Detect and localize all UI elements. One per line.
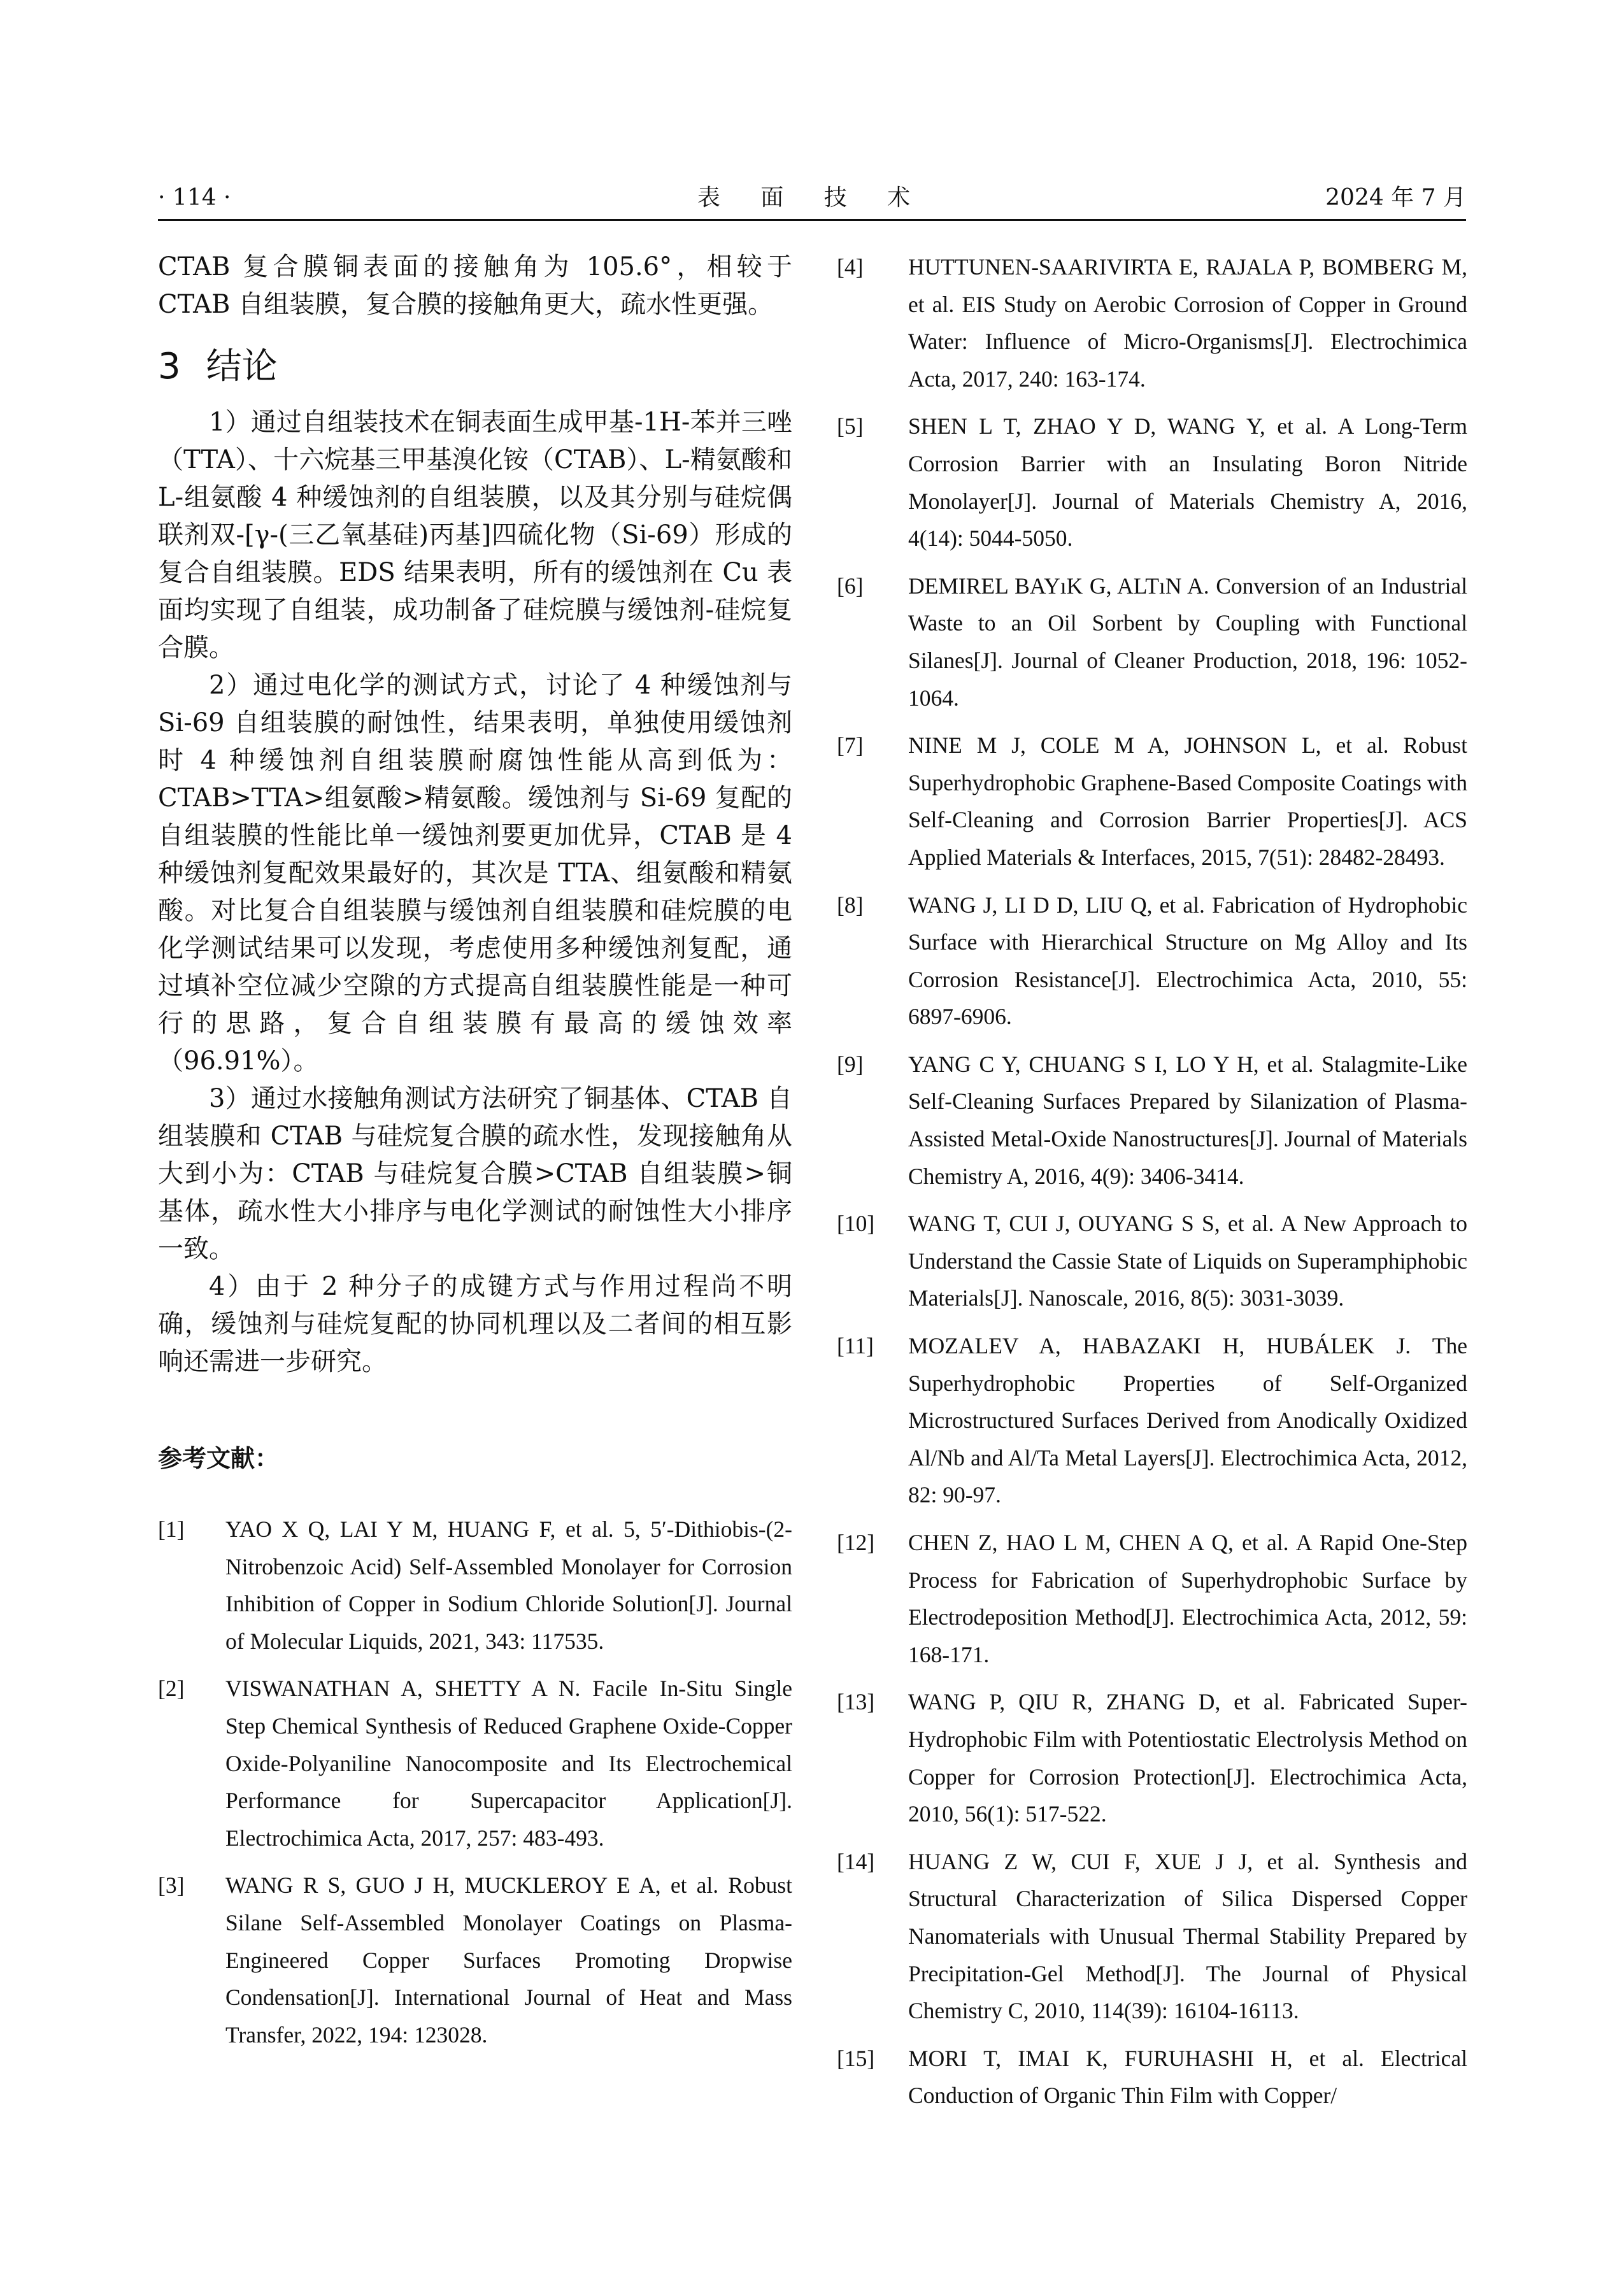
conclusion-paragraph-3: 3）通过水接触角测试方法研究了铜基体、CTAB 自组装膜和 CTAB 与硅烷复合膜的疏水性，发现接触角从大到小为：CTAB 与硅烷复合膜>CTAB 自组装膜>铜基体，疏水性大小排序与电化学测试的耐蚀性大小排序一致。 — [158, 1084, 792, 1264]
reference-number: [1] — [158, 1516, 185, 1542]
reference-number: [4] — [837, 254, 864, 280]
intro-paragraph: CTAB 复合膜铜表面的接触角为 105.6°，相较于 CTAB 自组装膜，复合膜的接触角更大，疏水性更强。 — [158, 252, 792, 319]
reference-number: [11] — [837, 1333, 874, 1359]
reference-text: YAO X Q, LAI Y M, HUANG F, et al. 5, 5′-Dithiobis-(2-Nitrobenzoic Acid) Self-Assembled Monolayer for Corrosion Inhibition of Copper in Sodium Chloride Solution[J]. Journal of Molecular Liquids, 2021, 343: 117535. — [225, 1516, 792, 1654]
section-number: 3 — [158, 346, 181, 387]
reference-text: MOZALEV A, HABAZAKI H, HUBÁLEK J. The Superhydrophobic Properties of Self-Organized Microstructured Surfaces Derived from Anodically Oxidized Al/Nb and Al/Ta Metal Layers[J]. Electrochimica Acta, 2012, 82: 90-97. — [908, 1333, 1467, 1508]
reference-number: [9] — [837, 1051, 864, 1077]
right-column — [837, 248, 1467, 2125]
reference-item — [837, 2040, 1467, 2114]
reference-item — [837, 248, 1467, 397]
reference-item — [158, 1670, 792, 1856]
header-rule — [158, 219, 1466, 221]
reference-number: [10] — [837, 1211, 875, 1237]
reference-number: [2] — [158, 1676, 185, 1702]
reference-text: NINE M J, COLE M A, JOHNSON L, et al. Robust Superhydrophobic Graphene-Based Composite Coatings with Self-Cleaning and Corrosion Barrier Properties[J]. ACS Applied Materials & Interfaces, 2015, 7(51): 28482-28493. — [908, 732, 1467, 870]
reference-item — [837, 1327, 1467, 1514]
journal-name: 表 面 技 术 — [697, 185, 927, 211]
reference-text: WANG R S, GUO J H, MUCKLEROY E A, et al. Robust Silane Self-Assembled Monolayer Coatings on Plasma-Engineered Copper Surfaces Promoting Dropwise Condensation[J]. International Journal of Heat and Mass Transfer, 2022, 194: 123028. — [225, 1872, 792, 2048]
reference-item — [837, 1046, 1467, 1195]
reference-number: [6] — [837, 573, 864, 599]
reference-item — [837, 887, 1467, 1036]
conclusion-paragraph-2: 2）通过电化学的测试方式，讨论了 4 种缓蚀剂与 Si-69 自组装膜的耐蚀性，结果表明，单独使用缓蚀剂时 4 种缓蚀剂自组装膜耐腐蚀性能从高到低为：CTAB>TTA>组氨酸>精氨酸。缓蚀剂与 Si-69 复配的自组装膜的性能比单一缓蚀剂要更加优异，CTAB 是 4 种缓蚀剂复配效果最好的，其次是 TTA、组氨酸和精氨酸。对比复合自组装膜与缓蚀剂自组装膜和硅烷膜的电化学测试结果可以发现，考虑使用多种缓蚀剂复配，通过填补空位减少空隙的方式提高自组装膜性能是一种可行的思路，复合自组装膜有最高的缓蚀效率（96.91%）。 — [158, 671, 792, 1076]
reference-text: CHEN Z, HAO L M, CHEN A Q, et al. A Rapid One-Step Process for Fabrication of Superhydrophobic Surface by Electrodeposition Method[J]. Electrochimica Acta, 2012, 59: 168-171. — [908, 1530, 1467, 1667]
reference-number: [14] — [837, 1848, 875, 1874]
section-title: 结论 — [206, 346, 278, 387]
references-heading: 参考文献： — [158, 1444, 280, 1472]
conclusion-paragraph-1: 1）通过自组装技术在铜表面生成甲基-1H-苯并三唑（TTA）、十六烷基三甲基溴化铵（CTAB）、L-精氨酸和 L-组氨酸 4 种缓蚀剂的自组装膜，以及其分别与硅烷偶联剂双-[γ-(三乙氧基硅)丙基]四硫化物（Si-69）形成的复合自组装膜。EDS 结果表明，所有的缓蚀剂在 Cu 表面均实现了自组装，成功制备了硅烷膜与缓蚀剂-硅烷复合膜。 — [158, 408, 792, 662]
reference-item — [837, 1524, 1467, 1673]
reference-text: VISWANATHAN A, SHETTY A N. Facile In-Situ Single Step Chemical Synthesis of Reduced Graphene Oxide-Copper Oxide-Polyaniline Nanocomposite and Its Electrochemical Performance for Supercapacitor Application[J]. Electrochimica Acta, 2017, 257: 483-493. — [225, 1676, 792, 1851]
page-header — [158, 180, 1466, 217]
conclusion-paragraph-4: 4）由于 2 种分子的成键方式与作用过程尚不明确，缓蚀剂与硅烷复配的协同机理以及二者间的相互影响还需进一步研究。 — [158, 1272, 792, 1376]
reference-number: [7] — [837, 732, 864, 759]
reference-item — [837, 567, 1467, 716]
reference-text: WANG T, CUI J, OUYANG S S, et al. A New Approach to Understand the Cassie State of Liquids on Superamphiphobic Materials[J]. Nanoscale, 2016, 8(5): 3031-3039. — [908, 1211, 1467, 1311]
left-column — [158, 248, 792, 2063]
reference-item — [837, 727, 1467, 876]
reference-text: YANG C Y, CHUANG S I, LO Y H, et al. Stalagmite-Like Self-Cleaning Surfaces Prepared by Silanization of Plasma-Assisted Metal-Oxide Nanostructures[J]. Journal of Materials Chemistry A, 2016, 4(9): 3406-3414. — [908, 1051, 1467, 1189]
reference-number: [8] — [837, 892, 864, 918]
reference-number: [3] — [158, 1872, 185, 1899]
reference-text: DEMIREL BAYıK G, ALTıN A. Conversion of an Industrial Waste to an Oil Sorbent by Coupling with Functional Silanes[J]. Journal of Cleaner Production, 2018, 196: 1052-1064. — [908, 573, 1467, 711]
reference-text: MORI T, IMAI K, FURUHASHI H, et al. Electrical Conduction of Organic Thin Film with Copper/ — [908, 2045, 1467, 2109]
reference-number: [15] — [837, 2045, 875, 2071]
reference-number: [13] — [837, 1689, 875, 1715]
reference-item — [837, 408, 1467, 557]
reference-text: HUANG Z W, CUI F, XUE J J, et al. Synthesis and Structural Characterization of Silica Dispersed Copper Nanomaterials with Unusual Thermal Stability Prepared by Precipitation-Gel Method[J]. The Journal of Physical Chemistry C, 2010, 114(39): 16104-16113. — [908, 1848, 1467, 2024]
reference-item — [837, 1843, 1467, 2030]
reference-number: [12] — [837, 1530, 875, 1555]
issue-date: 2024 年 7 月 — [1325, 185, 1466, 211]
reference-item — [158, 1511, 792, 1660]
page-number: · 114 · — [158, 185, 231, 211]
reference-text: SHEN L T, ZHAO Y D, WANG Y, et al. A Long-Term Corrosion Barrier with an Insulating Boron Nitride Monolayer[J]. Journal of Materials Chemistry A, 2016, 4(14): 5044-5050. — [908, 413, 1467, 552]
reference-item — [837, 1683, 1467, 1832]
section-heading — [158, 341, 792, 392]
reference-item — [158, 1867, 792, 2053]
reference-text: HUTTUNEN-SAARIVIRTA E, RAJALA P, BOMBERG M, et al. EIS Study on Aerobic Corrosion of Copper in Ground Water: Influence of Micro-Organisms[J]. Electrochimica Acta, 2017, 240: 163-174. — [908, 254, 1467, 392]
reference-text: WANG J, LI D D, LIU Q, et al. Fabrication of Hydrophobic Surface with Hierarchical Structure on Mg Alloy and Its Corrosion Resistance[J]. Electrochimica Acta, 2010, 55: 6897-6906. — [908, 892, 1467, 1030]
reference-item — [837, 1205, 1467, 1317]
reference-text: WANG P, QIU R, ZHANG D, et al. Fabricated Super-Hydrophobic Film with Potentiostatic Electrolysis Method on Copper for Corrosion Protection[J]. Electrochimica Acta, 2010, 56(1): 517-522. — [908, 1689, 1467, 1827]
reference-number: [5] — [837, 413, 864, 439]
